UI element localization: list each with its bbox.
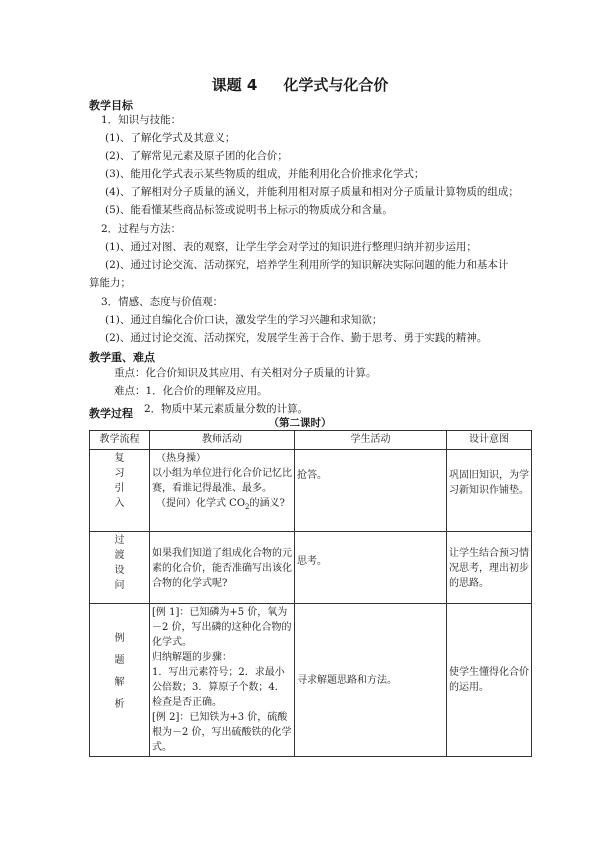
knowledge-item: (1)、了解化学式及其意义； — [105, 132, 236, 144]
intent-cell: 使学生懂得化合价的运用。 — [447, 604, 532, 757]
lesson-label: （第二课时） — [268, 417, 332, 429]
emotion-item: (2)、通过讨论交流、活动探究，发展学生善于合作、勤于思考、勇于实践的精神。 — [105, 332, 488, 344]
lesson-number: 课题 4 — [211, 76, 258, 94]
teaching-process-table — [89, 430, 532, 757]
emotion-item: (1)、通过自编化合价口诀，激发学生的学习兴趣和求知欲； — [105, 314, 383, 326]
table-row — [90, 604, 532, 757]
knowledge-item: (5)、能看懂某些商品标签或说明书上标示的物质成分和含量。 — [105, 204, 393, 216]
objectives-heading: 教学目标 — [89, 99, 133, 112]
column-header: 设计意图 — [447, 431, 532, 450]
difficulty-line: 难点：1．化合价的理解及应用。 — [114, 385, 268, 397]
process-item: (1)、通过对图、表的观察，让学生学会对学过的知识进行整理归纳并初步运用； — [105, 241, 477, 253]
teacher-cell: （热身操） 以小组为单位进行化合价记忆比赛，看谁记得最准、最多。 （提问）化学式 $CO_2$的涵义? — [150, 450, 295, 532]
intent-cell: 让学生结合预习情况思考，理出初步的思路。 — [447, 532, 532, 604]
knowledge-label: 1．知识与技能： — [101, 114, 182, 126]
emotion-label: 3．情感、态度与价值观： — [101, 296, 224, 308]
key-points-heading: 教学重、难点 — [89, 351, 155, 364]
stage-cell: 复 习 引 入 — [90, 450, 150, 532]
stage-cell: 过 渡 设 问 — [90, 532, 150, 604]
column-header: 教师活动 — [150, 431, 295, 450]
teacher-cell: [例 1]：已知磷为+5 价，氧为－2 价，写出磷的这种化合物的化学式。 归纳解题的步骤： 1．写出元素符号；2．求最小公倍数；3．算原子个数；4．检查是否正确。 [例 2]：已知铁为+3 价，硫酸根为－2 价，写出硫酸铁的化学式。 — [150, 604, 295, 757]
student-cell: 寻求解题思路和方法。 — [295, 604, 447, 757]
process-heading: 教学过程 — [89, 407, 133, 420]
table-header-row — [90, 431, 532, 450]
process-label: 2．过程与方法： — [101, 223, 182, 235]
intent-cell: 巩固旧知识，为学习新知识作铺垫。 — [447, 450, 532, 532]
table-row — [90, 532, 532, 604]
teacher-cell: 如果我们知道了组成化合物的元素的化合价，能否准确写出该化合物的化学式呢? — [150, 532, 295, 604]
difficulty-line: 2．物质中某元素质量分数的计算。 — [144, 403, 309, 415]
stage-cell: 例 题 解 析 — [90, 604, 150, 757]
knowledge-item: (2)、了解常见元素及原子团的化合价； — [105, 150, 288, 162]
lesson-title: 化学式与化合价 — [283, 76, 389, 94]
column-header: 学生活动 — [295, 431, 447, 450]
student-cell: 抢答。 — [295, 450, 447, 532]
focus-line: 重点：化合价知识及其应用、有关相对分子质量的计算。 — [114, 367, 377, 379]
process-item: 算能力； — [89, 277, 131, 289]
knowledge-item: (4)、了解相对分子质量的涵义，并能利用相对原子质量和相对分子质量计算物质的组成； — [105, 186, 519, 198]
student-cell: 思考。 — [295, 532, 447, 604]
table-row — [90, 450, 532, 532]
knowledge-item: (3)、能用化学式表示某些物质的组成，并能利用化合价推求化学式； — [105, 168, 425, 180]
page-title — [0, 74, 600, 95]
column-header: 教学流程 — [90, 431, 150, 450]
process-item: (2)、通过讨论交流、活动探究，培养学生利用所学的知识解决实际问题的能力和基本计 — [105, 259, 509, 271]
